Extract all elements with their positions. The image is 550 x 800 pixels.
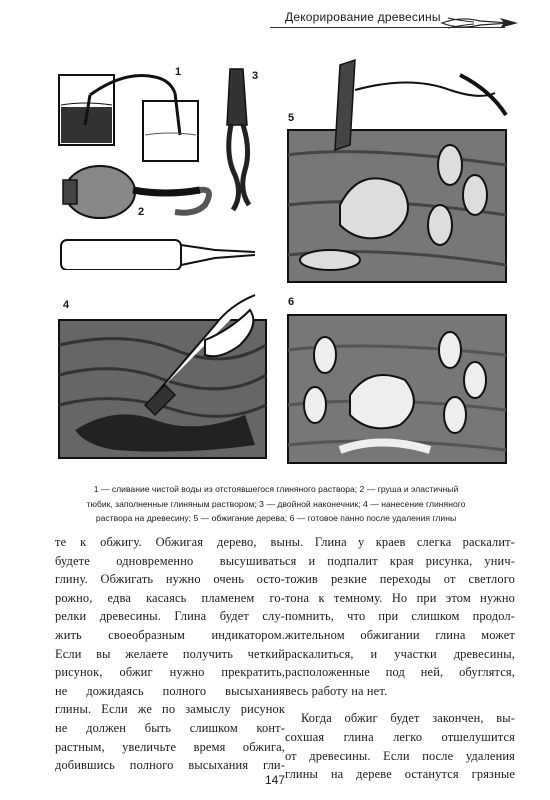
text-line: тона к темному. Но при этом нужно: [285, 590, 515, 605]
text-line: тожив резкие переходы от светлого: [285, 572, 515, 587]
figure-label: 6: [288, 296, 295, 308]
figure-label: 1: [175, 66, 182, 78]
figure-5-burning-illustration: [280, 55, 510, 285]
figure-caption: [45, 482, 507, 526]
text-line: глину. Обжигать нужно очень осто-: [55, 572, 285, 587]
caption-line: 1 — сливание чистой воды из отстоявшегося глиняного раствора; 2 — груша и эластичный: [93, 484, 459, 494]
caption-line: раствора на древесину; 5 — обжигание дерева; 6 — готовое панно после удаления глины: [95, 513, 457, 523]
text-line: от древесины. Если после удаления: [285, 748, 515, 763]
text-line: рожно, едва касаясь пламенем го-: [55, 590, 285, 605]
figure-6-finished-panel-illustration: [280, 310, 510, 465]
text-line: не должен быть слишком конт-: [55, 720, 285, 735]
text-line: не дожидаясь полного высыхания: [55, 683, 285, 698]
text-line: релки древесины. Глина будет слу-: [55, 609, 285, 624]
running-header: [0, 0, 550, 40]
text-line: глины. Если же по замыслу рисунок: [55, 702, 285, 717]
text-line: помнить, что при слишком продол-: [285, 609, 515, 624]
text-line: Если вы желаете получить четкий: [55, 646, 285, 661]
figure-label: 2: [138, 206, 145, 218]
text-line: ны. Глина у краев слегка раскалит-: [285, 535, 515, 549]
text-line: Когда обжиг будет закончен, вы-: [301, 711, 515, 726]
figure-4-applying-clay-illustration: [55, 285, 270, 460]
figure-label: 5: [288, 112, 295, 124]
text-line: рисунок, обжиг нужно прекратить,: [55, 665, 285, 680]
running-header-title: Декорирование древесины: [285, 10, 441, 24]
text-line: добившись полного высыхания гли-: [55, 758, 285, 773]
text-line: расположенные под ней, обуглятся,: [285, 665, 515, 680]
figure-1-pouring-illustration: [55, 65, 205, 170]
text-line: жить своеобразным индикатором.: [55, 627, 285, 642]
arrow-ornament-icon: [440, 12, 520, 34]
text-line: будете одновременно высушивать: [55, 553, 285, 568]
caption-line: тюбик, заполненные глиняным раствором; 3 — двойной наконечник; 4 — нанесение глиняного: [86, 498, 466, 509]
text-line: весь работу на нет.: [285, 683, 388, 698]
body-text-left-column: [55, 533, 285, 775]
paragraph-gap: [285, 700, 515, 709]
figure-3-double-nozzle-illustration: [215, 65, 265, 215]
text-line: растным, увеличьте время обжига,: [55, 739, 285, 754]
text-line: глины на дереве останутся грязные: [285, 767, 515, 782]
text-line: раскалиться, и участки древесины,: [285, 646, 515, 661]
text-line: жительном обжигании глина может: [285, 627, 515, 642]
text-line: сохшая глина легко отшелушится: [285, 729, 515, 744]
figure-label: 4: [63, 299, 70, 311]
text-line: те к обжигу. Обжигая дерево, вы: [55, 535, 285, 549]
text-line: ся и подпалит края рисунка, унич-: [285, 553, 515, 568]
page-number: 147: [264, 773, 286, 787]
body-text-right-column: [285, 533, 515, 784]
figure-label: 3: [252, 70, 259, 82]
